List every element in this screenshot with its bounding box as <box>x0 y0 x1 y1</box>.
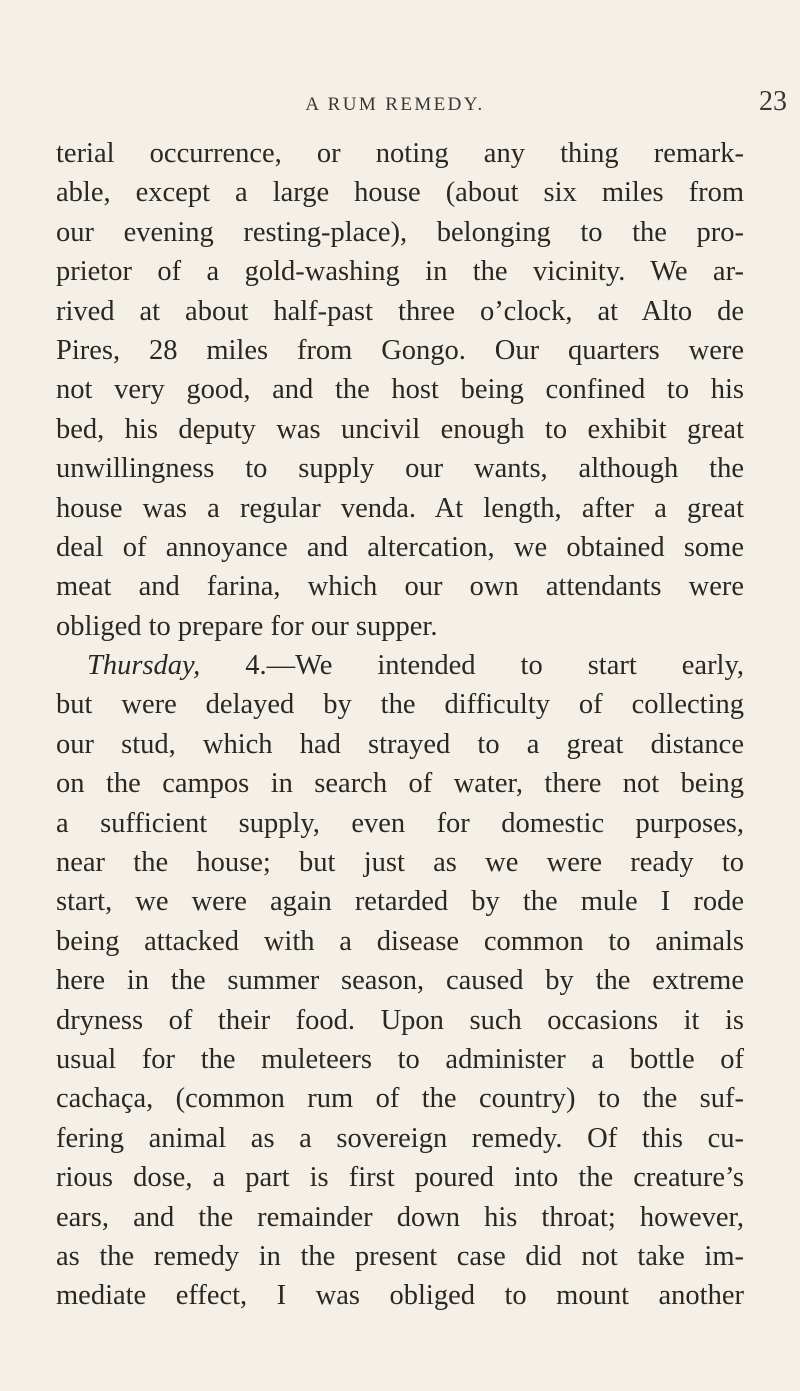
text-line: mediate effect, I was obliged to mount another <box>56 1280 744 1312</box>
text-line: terial occurrence, or noting any thing remark- <box>56 138 744 169</box>
text-line: meat and farina, which our own attendants were <box>56 571 744 603</box>
text-line: on the campos in search of water, there not being <box>56 768 744 800</box>
dated-entry-text: 4.—We intended to start early, <box>245 650 744 682</box>
text-line: bed, his deputy was uncivil enough to exhibit great <box>56 413 744 445</box>
body-text <box>56 134 744 1316</box>
text-line: but were delayed by the difficulty of collecting <box>56 689 744 721</box>
text-line: obliged to prepare for our supper. <box>56 610 438 642</box>
text-line: house was a regular venda. At length, after a great <box>56 492 744 524</box>
text-line: as the remedy in the present case did not take im- <box>56 1240 744 1272</box>
text-line: being attacked with a disease common to animals <box>56 925 744 957</box>
dated-entry-line <box>56 646 744 685</box>
running-title: A RUM REMEDY. <box>305 94 485 115</box>
text-line: fering animal as a sovereign remedy. Of this cu- <box>56 1122 744 1154</box>
text-line: rious dose, a part is first poured into the creature’s <box>56 1162 744 1194</box>
text-line: Pires, 28 miles from Gongo. Our quarters were <box>56 334 744 366</box>
text-line: unwillingness to supply our wants, although the <box>56 453 744 485</box>
text-line: start, we were again retarded by the mule I rode <box>56 886 744 918</box>
text-line: deal of annoyance and altercation, we obtained some <box>56 531 744 563</box>
text-line: prietor of a gold-washing in the vicinity. We ar- <box>56 256 744 288</box>
text-line: a sufficient supply, even for domestic purposes, <box>56 807 744 839</box>
text-line: not very good, and the host being confined to his <box>56 374 744 406</box>
text-line: usual for the muleteers to administer a bottle of <box>56 1043 744 1075</box>
page-number: 23 <box>759 86 787 117</box>
text-line: able, except a large house (about six miles from <box>56 177 744 209</box>
text-line: near the house; but just as we were ready to <box>56 847 744 879</box>
text-line: ears, and the remainder down his throat; however, <box>56 1201 744 1233</box>
text-line: cachaça, (common rum of the country) to the suf- <box>56 1083 744 1115</box>
text-line: dryness of their food. Upon such occasions it is <box>56 1004 744 1036</box>
running-head <box>65 86 787 120</box>
text-line: our evening resting-place), belonging to the pro- <box>56 216 744 248</box>
dated-entry-day: Thursday, <box>87 650 201 682</box>
text-line: rived at about half-past three o’clock, at Alto de <box>56 295 744 327</box>
text-line: our stud, which had strayed to a great distance <box>56 728 744 760</box>
text-line: here in the summer season, caused by the extreme <box>56 965 744 997</box>
